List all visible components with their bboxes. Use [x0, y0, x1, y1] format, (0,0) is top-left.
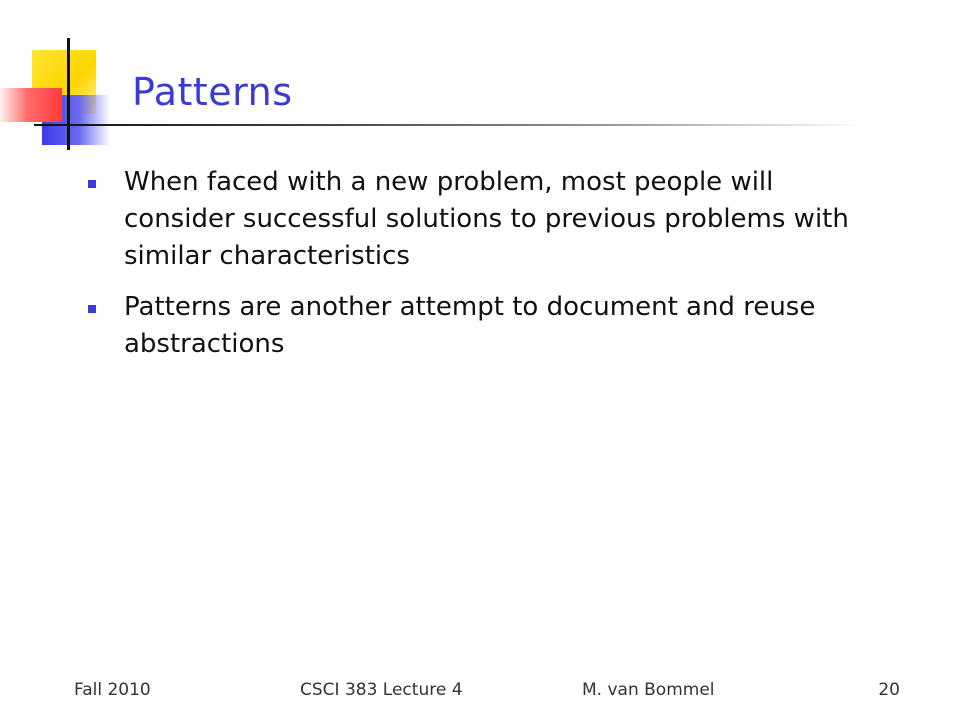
square-bullet-icon [88, 180, 96, 188]
footer-course: CSCI 383 Lecture 4 [300, 680, 463, 700]
bullet-item [76, 289, 876, 363]
bullet-text: Patterns are another attempt to document and reuse abstractions [124, 292, 816, 359]
footer-date: Fall 2010 [74, 680, 151, 700]
page-number: 20 [878, 680, 900, 700]
slide-footer [0, 680, 960, 704]
decorative-logo [0, 0, 140, 160]
bullet-text: When faced with a new problem, most people will consider successful solutions to previous problems with similar characteristics [124, 167, 849, 271]
red-bar [0, 88, 62, 122]
square-bullet-icon [88, 305, 96, 313]
slide-title: Patterns [132, 70, 293, 114]
bullet-list [76, 164, 876, 377]
footer-author: M. van Bommel [582, 680, 715, 700]
vertical-rule [67, 38, 70, 150]
title-underline [34, 124, 864, 126]
bullet-item [76, 164, 876, 275]
